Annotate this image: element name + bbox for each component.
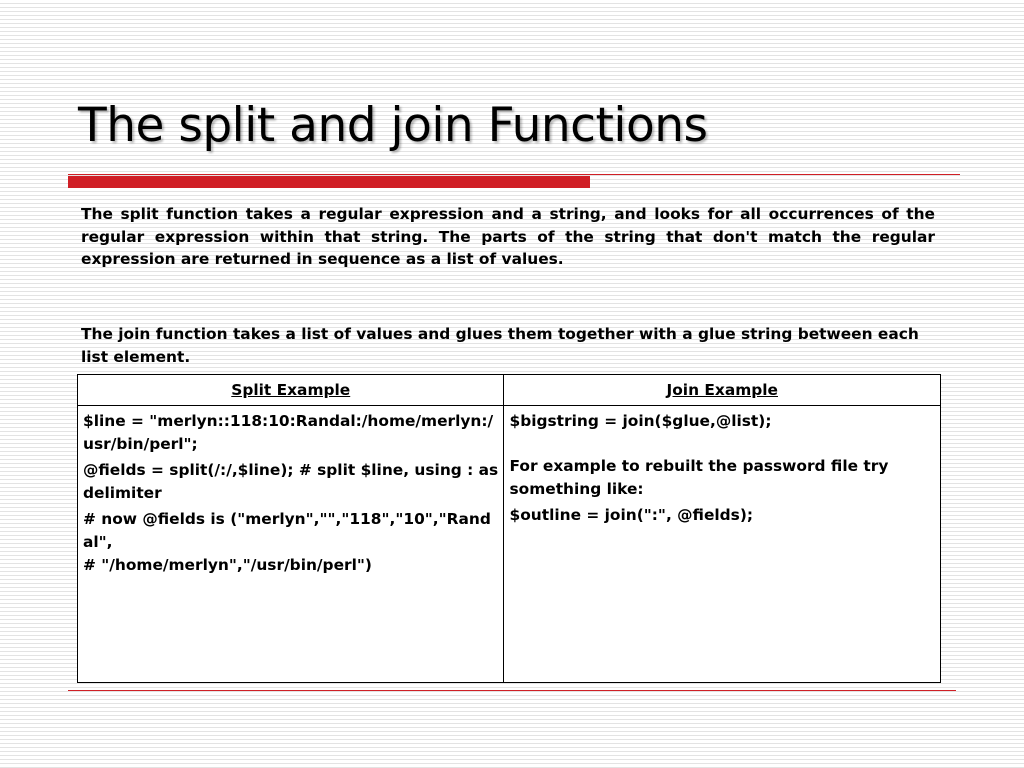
split-description: The split function takes a regular expression and a string, and looks for all occurrences of the regular expression within that string. The parts of the string that don't match the regular expression are returned in sequence as a list of values.	[81, 205, 935, 268]
table-row	[78, 406, 941, 683]
split-code-line: # now @fields is ("merlyn","","118","10","Randal",	[83, 510, 491, 551]
examples-table	[77, 374, 941, 683]
title-underline-bar	[68, 176, 590, 188]
join-example-header: Join Example	[504, 375, 941, 406]
slide-title: The split and join Functions	[78, 98, 708, 153]
bottom-divider	[68, 690, 956, 691]
join-example-cell	[504, 406, 941, 683]
join-description: The join function takes a list of values and glues them together with a glue string between each list element.	[81, 325, 919, 366]
join-code-line: $outline = join(":", @fields);	[509, 506, 754, 524]
split-example-header: Split Example	[78, 375, 504, 406]
split-code-line: @fields = split(/:/,$line); # split $line, using : as delimiter	[83, 461, 499, 502]
table-header-row	[78, 375, 941, 406]
split-code-line: # "/home/merlyn","/usr/bin/perl")	[83, 556, 372, 574]
title-underline	[68, 174, 960, 188]
join-code-line: For example to rebuilt the password file try something like:	[509, 457, 921, 498]
split-example-cell	[78, 406, 504, 683]
title-underline-thin	[68, 174, 960, 175]
split-code-line: $line = "merlyn::118:10:Randal:/home/merlyn:/usr/bin/perl";	[83, 412, 494, 453]
join-code-line: $bigstring = join($glue,@list);	[509, 412, 772, 430]
spacer	[509, 436, 935, 455]
